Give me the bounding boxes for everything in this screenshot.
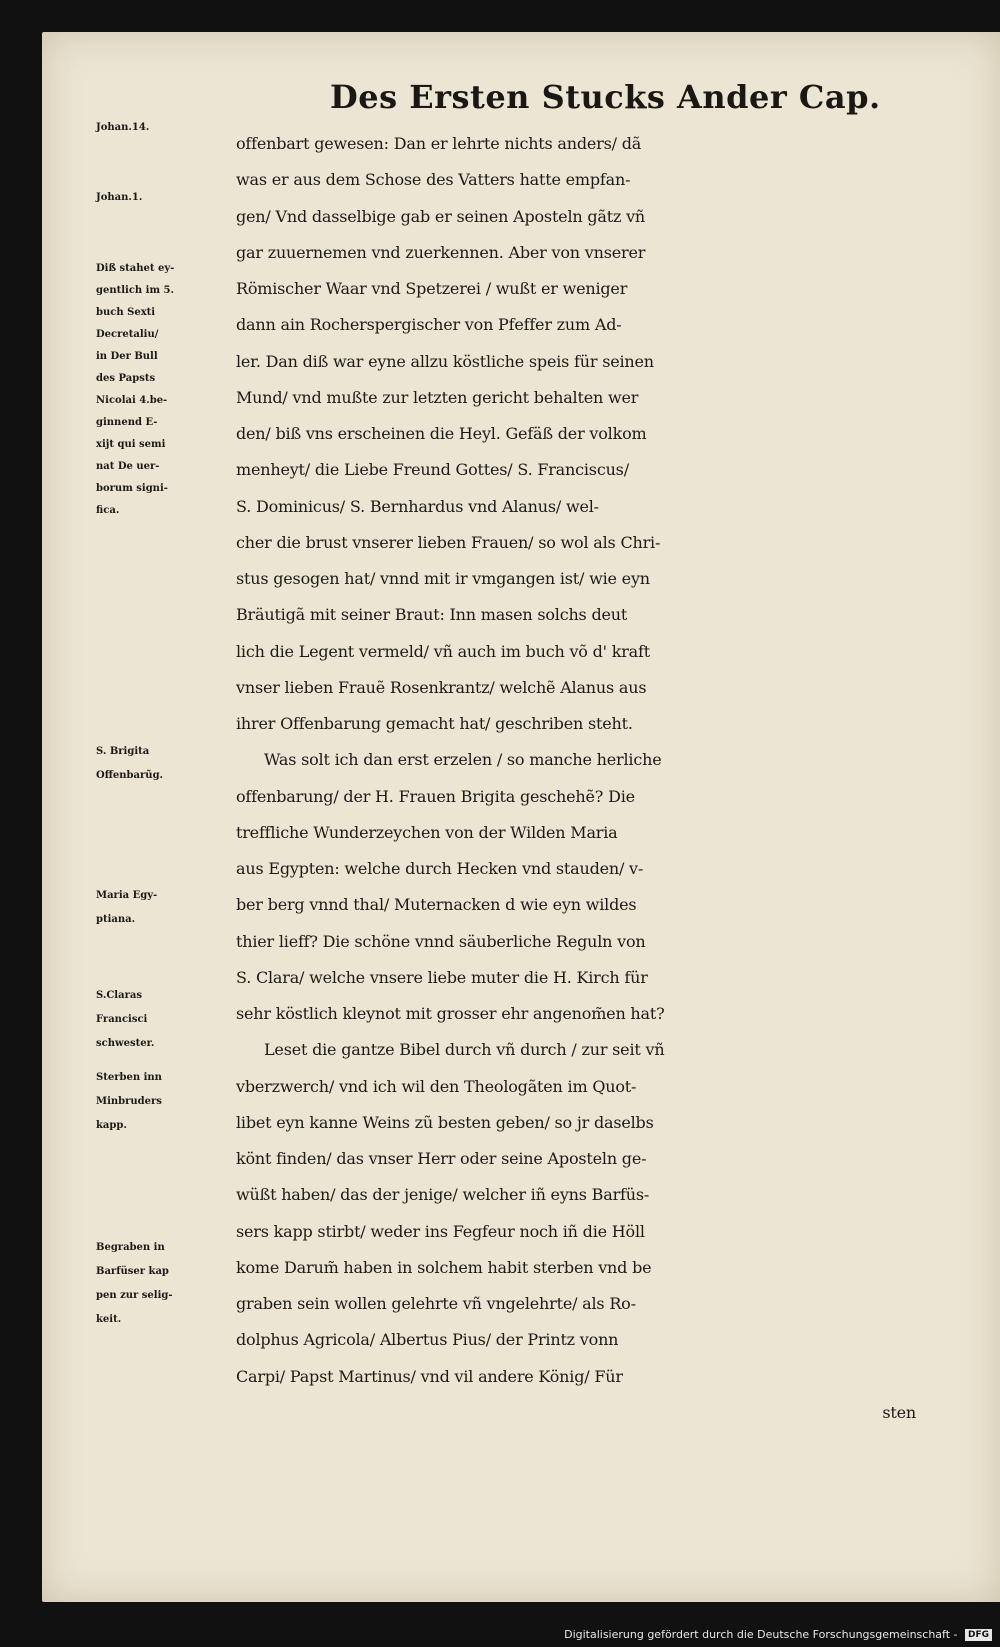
text-line: stus gesogen hat/ vnnd mit ir vmgangen ist/ wie eyn: [236, 569, 650, 588]
text-line: Carpi/ Papst Martinus/ vnd vil andere König/ Für: [236, 1366, 623, 1386]
text-line: ihrer Offenbarung gemacht hat/ geschriben steht.: [236, 714, 633, 733]
margin-note: S.Claras Francisci schwester.: [96, 990, 155, 1049]
running-header: Des Ersten Stucks Ander Cap.: [330, 78, 881, 116]
credit-text: Digitalisierung gefördert durch die Deutsche Forschungsgemeinschaft -: [564, 1628, 958, 1641]
text-line: Was solt ich dan erst erzelen / so manche herliche: [264, 750, 662, 770]
text-line: Leset die gantze Bibel durch vñ durch / zur seit vñ: [264, 1040, 665, 1060]
text-line: aus Egypten: welche durch Hecken vnd stauden/ v-: [236, 859, 644, 878]
text-line: treffliche Wunderzeychen von der Wilden Maria: [236, 822, 618, 842]
text-line: S. Clara/ welche vnsere liebe muter die H. Kirch für: [236, 967, 648, 987]
text-line: dann ain Rocherspergischer von Pfeffer zum Ad-: [236, 315, 622, 335]
text-line: graben sein wollen gelehrte vñ vngelehrte/ als Ro-: [236, 1294, 636, 1313]
text-line: was er aus dem Schose des Vatters hatte empfan-: [236, 170, 631, 190]
margin-note: S. Brigita Offenbarũg.: [96, 746, 164, 781]
text-line: vnser lieben Frauẽ Rosenkrantz/ welchẽ Alanus aus: [236, 677, 647, 697]
text-line: gar zuuernemen vnd zuerkennen. Aber von vnserer: [236, 242, 646, 262]
text-line: Mund/ vnd mußte zur letzten gericht behalten wer: [236, 387, 639, 407]
text-line: ber berg vnnd thal/ Muternacken d wie eyn wildes: [236, 895, 637, 915]
text-line: gen/ Vnd dasselbige gab er seinen Aposteln gãtz vñ: [236, 206, 646, 226]
text-line: vberzwerch/ vnd ich wil den Theologãten im Quot-: [236, 1076, 637, 1096]
text-line: cher die brust vnserer lieben Frauen/ so wol als Chri-: [236, 532, 661, 552]
text-line: offenbart gewesen: Dan er lehrte nichts anders/ dã: [236, 134, 642, 153]
margin-note: Johan.1.: [96, 192, 143, 203]
text-line: thier lieff? Die schöne vnnd säuberliche Reguln von: [236, 931, 646, 951]
text-line: Bräutigã mit seiner Braut: Inn masen solchs deut: [236, 605, 628, 625]
digitization-credit: [564, 1628, 992, 1641]
margin-note: Sterben inn Minbruders kapp.: [96, 1072, 162, 1131]
text-line: könt finden/ das vnser Herr oder seine Aposteln ge-: [236, 1149, 647, 1168]
text-line: offenbarung/ der H. Frauen Brigita geschehẽ? Die: [236, 786, 635, 806]
text-line: lich die Legent vermeld/ vñ auch im buch võ d' kraft: [236, 641, 650, 661]
text-line: ler. Dan diß war eyne allzu köstliche speis für seinen: [236, 351, 654, 371]
body-text: [236, 126, 936, 1431]
text-line: Römischer Waar vnd Spetzerei / wußt er weniger: [236, 279, 628, 298]
dfg-logo: DFG: [965, 1629, 992, 1641]
text-line: sehr köstlich kleynot mit grosser ehr angenom̃en hat?: [236, 1004, 665, 1023]
text-line: S. Dominicus/ S. Bernhardus vnd Alanus/ wel-: [236, 496, 599, 516]
text-line: den/ biß vns erscheinen die Heyl. Gefäß der volkom: [236, 424, 647, 443]
catchword: sten: [882, 1402, 916, 1422]
margin-note: Johan.14.: [96, 122, 150, 133]
text-line: wüßt haben/ das der jenige/ welcher iñ eyns Barfüs-: [236, 1185, 650, 1205]
text-line: menheyt/ die Liebe Freund Gottes/ S. Franciscus/: [236, 460, 629, 480]
margin-note: Diß stahet ey- gentlich im 5. buch Sexti Decretaliu/ in Der Bull des Papsts Nicolai 4.be- ginnend E- xijt qui semi nat De uer- borum signi- fica.: [96, 263, 175, 516]
text-line: libet eyn kanne Weins zũ besten geben/ so jr daselbs: [236, 1112, 654, 1132]
margin-note: Maria Egy- ptiana.: [96, 890, 158, 925]
margin-note: Begraben in Barfüser kap pen zur selig- keit.: [96, 1242, 173, 1325]
text-line: dolphus Agricola/ Albertus Pius/ der Printz vonn: [236, 1330, 619, 1350]
text-line: sers kapp stirbt/ weder ins Fegfeur noch iñ die Höll: [236, 1221, 645, 1241]
text-line: kome Darum̃ haben in solchem habit sterben vnd be: [236, 1257, 652, 1277]
